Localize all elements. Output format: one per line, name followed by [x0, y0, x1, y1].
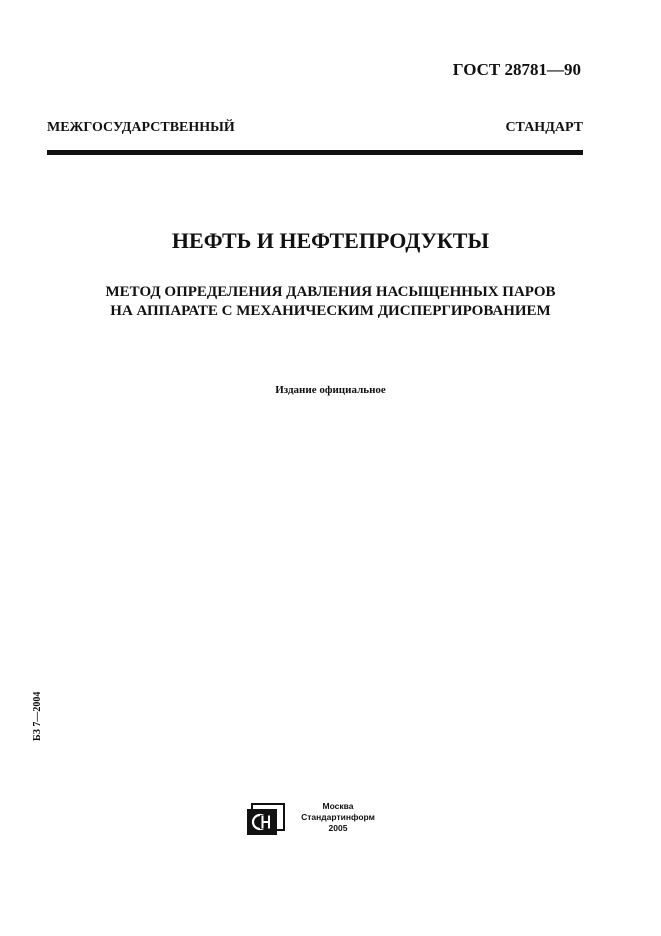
document-subtitle — [0, 283, 661, 321]
standard-type-heading: МЕЖГОСУДАРСТВЕННЫЙ СТАНДАРТ — [47, 120, 583, 135]
header-divider — [47, 150, 583, 155]
edition-label: Издание официальное — [275, 384, 386, 396]
publisher-info — [290, 801, 386, 834]
gost-number: ГОСТ 28781—90 — [452, 60, 581, 79]
subtitle-line-1: МЕТОД ОПРЕДЕЛЕНИЯ ДАВЛЕНИЯ НАСЫЩЕННЫХ ПАРОВ — [105, 284, 556, 300]
publisher-year: 2005 — [328, 823, 348, 833]
standartinform-logo-icon — [246, 803, 286, 836]
publisher-name: Стандартинформ — [301, 812, 375, 822]
side-code: БЗ 7—2004 — [32, 691, 43, 741]
publisher-city: Москва — [322, 801, 354, 811]
subtitle-line-2: НА АППАРАТЕ С МЕХАНИЧЕСКИМ ДИСПЕРГИРОВАНИЕМ — [110, 303, 551, 319]
document-title: НЕФТЬ И НЕФТЕПРОДУКТЫ — [171, 228, 490, 253]
logo-graphic — [246, 803, 286, 836]
